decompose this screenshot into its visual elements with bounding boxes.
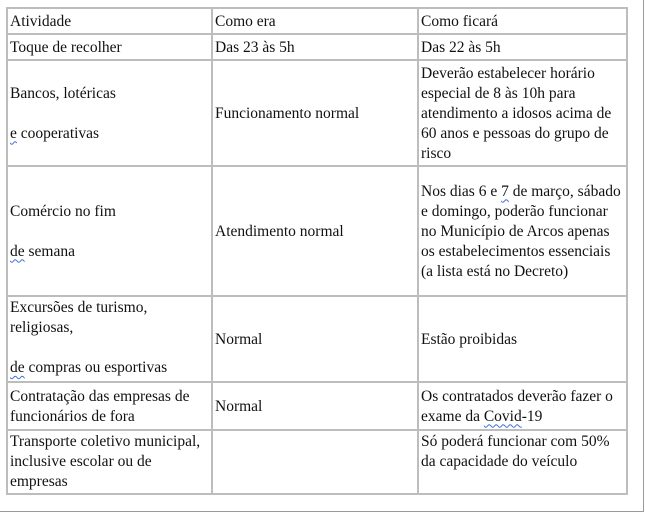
table-row xyxy=(7,430,627,494)
activity-cell: Toque de recolher xyxy=(7,34,212,60)
before-cell: Atendimento normal xyxy=(212,166,418,296)
activity-cell: Contratação das empresas de funcionários de fora xyxy=(7,382,212,430)
after-cell: Das 22 às 5h xyxy=(418,34,627,60)
after-cell: Estão proibidas xyxy=(418,296,627,382)
rules-table xyxy=(6,7,628,495)
activity-cell: Bancos, lotéricas e cooperativas xyxy=(7,60,212,166)
after-cell: Deverão estabelecer horário especial de 8 às 10h para atendimento a idosos acima de 60 anos e pessoas do grupo de risco xyxy=(418,60,627,166)
after-cell: Nos dias 6 e 7 de março, sábado e domingo, poderão funcionar no Município de Arcos apenas os estabelecimentos essenciais (a lista está no Decreto) xyxy=(418,166,627,296)
before-cell xyxy=(212,430,418,494)
before-cell: Das 23 às 5h xyxy=(212,34,418,60)
before-cell: Normal xyxy=(212,382,418,430)
header-row xyxy=(7,8,627,34)
header-after: Como ficará xyxy=(418,8,627,34)
table-row xyxy=(7,60,627,166)
header-before: Como era xyxy=(212,8,418,34)
table-row xyxy=(7,34,627,60)
table-row xyxy=(7,166,627,296)
before-cell: Normal xyxy=(212,296,418,382)
before-cell: Funcionamento normal xyxy=(212,60,418,166)
header-activity: Atividade xyxy=(7,8,212,34)
table-row xyxy=(7,382,627,430)
activity-cell: Transporte coletivo municipal, inclusive escolar ou de empresas xyxy=(7,430,212,494)
activity-cell: Excursões de turismo, religiosas, de compras ou esportivas xyxy=(7,296,212,382)
table-row xyxy=(7,296,627,382)
after-cell: Só poderá funcionar com 50% da capacidade do veículo xyxy=(418,430,627,494)
activity-cell: Comércio no fim de semana xyxy=(7,166,212,296)
after-cell: Os contratados deverão fazer o exame da Covid-19 xyxy=(418,382,627,430)
